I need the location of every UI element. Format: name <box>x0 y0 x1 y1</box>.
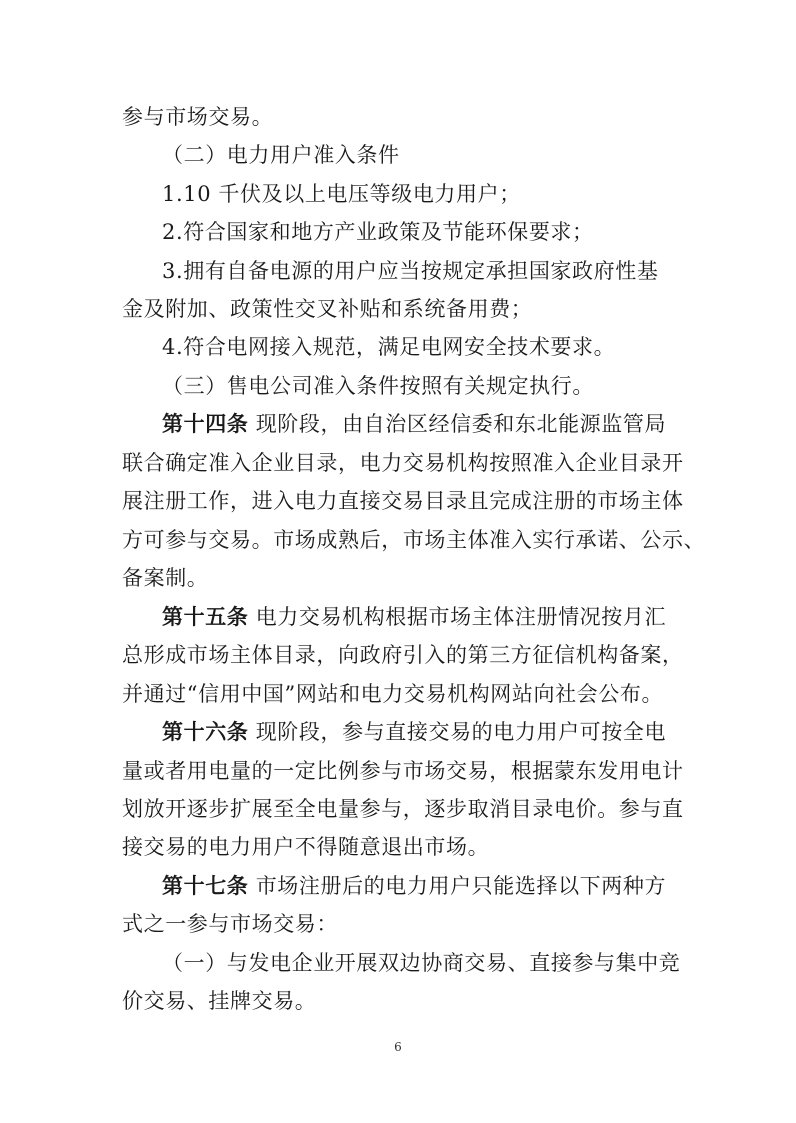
line-text: 量或者用电量的一定比例参与市场交易，根据蒙东发用电计 <box>122 759 684 783</box>
line-text: 金及附加、政策性交叉补贴和系统备用费； <box>122 297 533 321</box>
article-line <box>162 717 666 747</box>
line-text: （二）电力用户准入条件 <box>162 143 400 167</box>
line-text: 式之一参与市场交易： <box>122 912 338 936</box>
line-text: 联合确定准入企业目录，电力交易机构按照准入企业目录开 <box>122 451 684 475</box>
article-line <box>162 871 666 901</box>
text-line <box>122 756 684 786</box>
article-line <box>162 602 666 632</box>
text-line <box>122 832 489 862</box>
text-line <box>122 525 705 555</box>
text-line <box>122 640 684 670</box>
line-text: （一）与发电企业开展双边协商交易、直接参与集中竞 <box>162 951 681 975</box>
line-text: 接交易的电力用户不得随意退出市场。 <box>122 835 490 859</box>
article-label: 第十七条 <box>162 873 249 898</box>
article-line <box>162 409 666 439</box>
section-heading <box>162 948 680 978</box>
line-text: 3.拥有自备电源的用户应当按规定承担国家政府性基 <box>162 259 659 283</box>
line-text: 现阶段，由自治区经信委和东北能源监管局 <box>255 412 667 436</box>
text-line <box>122 102 273 132</box>
article-label: 第十四条 <box>162 411 249 436</box>
article-label: 第十六条 <box>162 719 249 744</box>
line-text: 总形成市场主体目录，向政府引入的第三方征信机构备案， <box>122 643 684 667</box>
list-item <box>162 217 594 247</box>
line-text: 划放开逐步扩展至全电量参与，逐步取消目录电价。参与直 <box>122 797 684 821</box>
text-line <box>122 794 684 824</box>
line-text: 方可参与交易。市场成熟后，市场主体准入实行承诺、公示、 <box>122 528 706 552</box>
text-line <box>122 909 338 939</box>
line-text: 并通过“信用中国”网站和电力交易机构网站向社会公布。 <box>122 682 664 706</box>
list-item <box>162 332 615 362</box>
text-line <box>122 448 684 478</box>
line-text: （三）售电公司准入条件按照有关规定执行。 <box>162 374 594 398</box>
text-line <box>122 486 684 516</box>
line-text: 4.符合电网接入规范，满足电网安全技术要求。 <box>162 335 616 359</box>
article-label: 第十五条 <box>162 604 249 629</box>
section-heading <box>162 371 594 401</box>
line-text: 1.10 千伏及以上电压等级电力用户； <box>162 182 521 206</box>
text-line <box>122 986 316 1016</box>
line-text: 2.符合国家和地方产业政策及节能环保要求； <box>162 220 594 244</box>
line-text: 参与市场交易。 <box>122 105 274 129</box>
line-text: 电力交易机构根据市场主体注册情况按月汇 <box>255 605 667 629</box>
line-text: 市场注册后的电力用户只能选择以下两种方 <box>255 874 667 898</box>
list-item <box>162 179 521 209</box>
text-line <box>122 294 532 324</box>
text-line <box>122 563 208 593</box>
section-heading <box>162 140 400 170</box>
list-item <box>162 256 658 286</box>
text-line <box>122 679 663 709</box>
line-text: 现阶段，参与直接交易的电力用户可按全电 <box>255 720 667 744</box>
line-text: 展注册工作，进入电力直接交易目录且完成注册的市场主体 <box>122 489 684 513</box>
page-number: 6 <box>394 1040 402 1054</box>
line-text: 备案制。 <box>122 566 209 590</box>
line-text: 价交易、挂牌交易。 <box>122 989 317 1013</box>
